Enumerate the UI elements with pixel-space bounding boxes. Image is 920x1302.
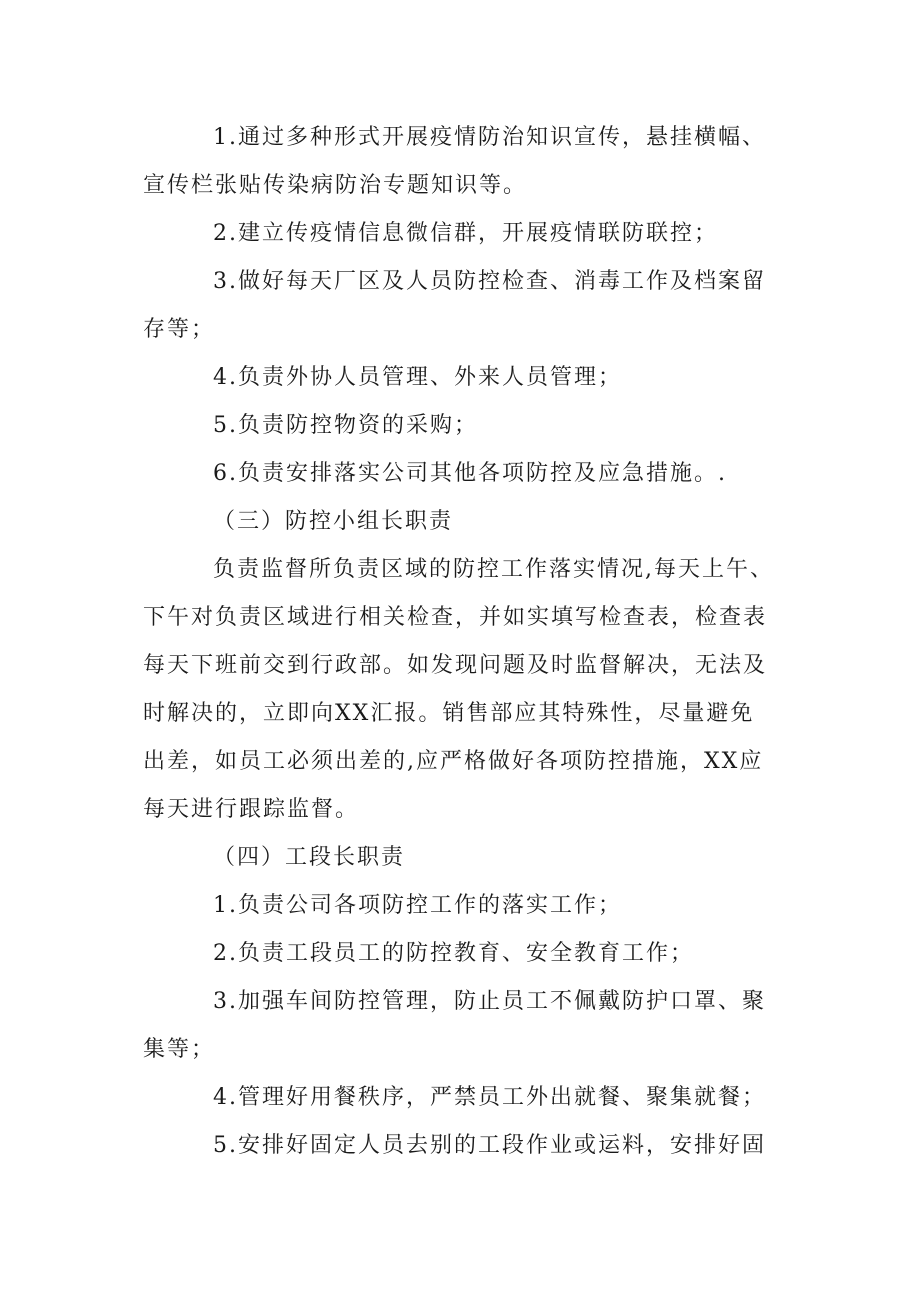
list-item-1: 1.通过多种形式开展疫情防治知识宣传，悬挂横幅、 [213, 125, 766, 150]
paragraph-line: 时解决的，立即向XX汇报。销售部应其特殊性，尽量避免 [143, 701, 755, 726]
list-item-1: 1.负责公司各项防控工作的落实工作； [213, 893, 622, 918]
section-heading-4: （四）工段长职责 [213, 845, 406, 870]
list-item-5: 5.负责防控物资的采购； [213, 413, 478, 438]
paragraph-line: 每天下班前交到行政部。如发现问题及时监督解决，无法及 [143, 653, 768, 678]
list-item-2: 2.负责工段员工的防控教育、安全教育工作； [213, 941, 694, 966]
list-item-5: 5.安排好固定人员去别的工段作业或运料，安排好固 [213, 1133, 766, 1158]
paragraph-line: 每天进行跟踪监督。 [143, 797, 360, 822]
list-item-2: 2.建立传疫情信息微信群，开展疫情联防联控； [213, 221, 718, 246]
paragraph-line: 下午对负责区域进行相关检查，并如实填写检查表，检查表 [143, 605, 768, 630]
list-item-4: 4.负责外协人员管理、外来人员管理； [213, 365, 622, 390]
list-item-3: 3.做好每天厂区及人员防控检查、消毒工作及档案留 [213, 269, 766, 294]
paragraph-line: 负责监督所负责区域的防控工作落实情况,每天上午、 [213, 557, 774, 582]
list-item-4: 4.管理好用餐秩序，严禁员工外出就餐、聚集就餐； [213, 1085, 766, 1110]
paragraph-line: 出差，如员工必须出差的,应严格做好各项防控措施，XX应 [143, 749, 764, 774]
list-item-3: 3.加强车间防控管理，防止员工不佩戴防护口罩、聚 [213, 989, 766, 1014]
section-heading-3: （三）防控小组长职责 [213, 509, 454, 534]
list-item-1-cont: 宣传栏张贴传染病防治专题知识等。 [143, 173, 528, 198]
list-item-3-cont: 存等； [143, 317, 216, 342]
list-item-6: 6.负责安排落实公司其他各项防控及应急措施。. [213, 461, 727, 486]
list-item-3-cont: 集等； [143, 1037, 216, 1062]
